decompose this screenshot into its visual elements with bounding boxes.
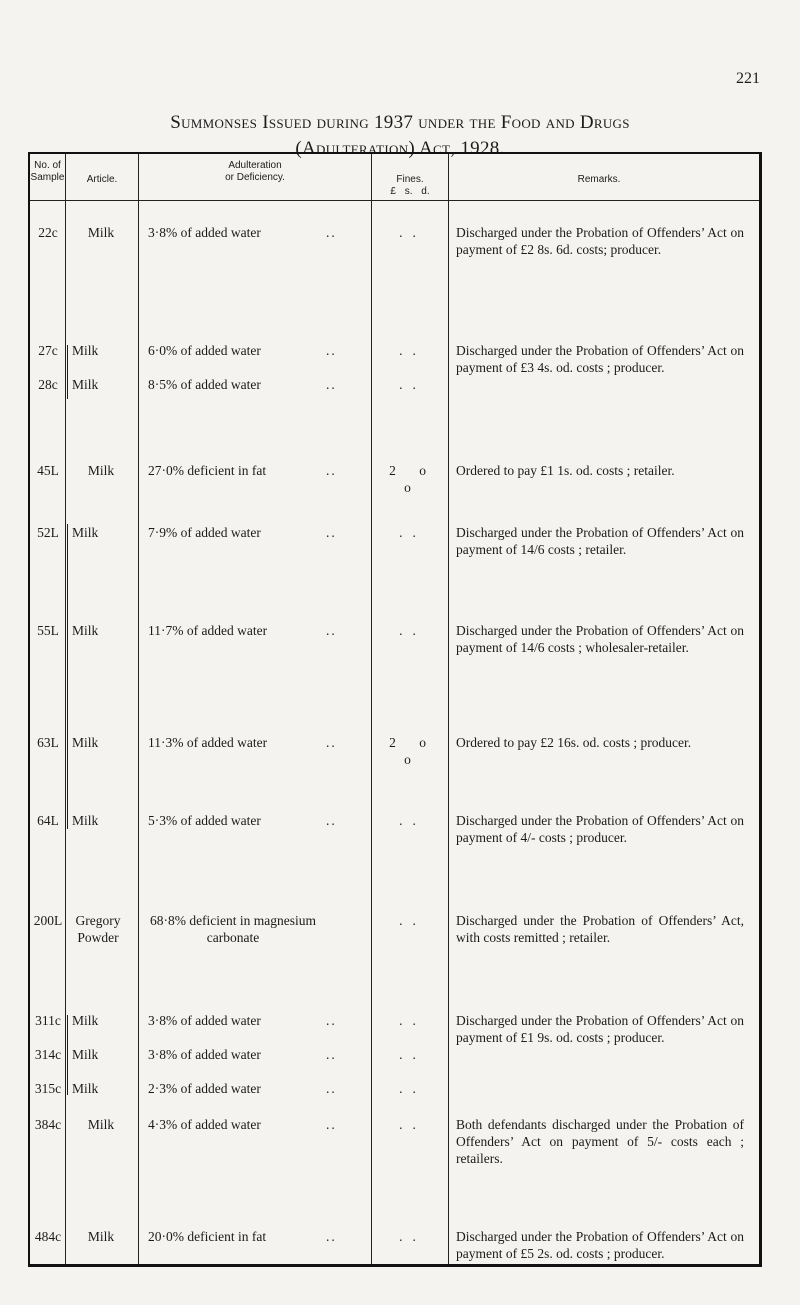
sample-no: 45L xyxy=(37,463,59,478)
leader-dots: .. xyxy=(326,377,337,392)
column-divider xyxy=(448,154,449,1264)
adulteration: 68·8% deficient in magnesium carbonate xyxy=(149,913,317,945)
article: Milk xyxy=(72,525,99,540)
remarks: Discharged under the Probation of Offenders’ Act, with costs remitted ; retailer. xyxy=(456,913,744,945)
summonses-table xyxy=(28,152,762,1267)
header-remarks: Remarks. xyxy=(577,174,621,185)
remarks: Ordered to pay £1 1s. od. costs ; retailer. xyxy=(456,463,675,478)
article: Milk xyxy=(72,1047,99,1062)
sample-no: 200L xyxy=(33,913,63,928)
leader-dots: .. xyxy=(326,1047,337,1062)
remarks: Ordered to pay £2 16s. od. costs ; producer. xyxy=(456,735,692,750)
remarks: Discharged under the Probation of Offenders’ Act on payment of 14/6 costs ; wholesaler-retailer. xyxy=(456,623,744,655)
fines: .. xyxy=(399,623,426,638)
adulteration: 3·8% of added water xyxy=(148,1047,261,1062)
header-adulteration-line1: Adulteration xyxy=(228,160,282,171)
remarks: Discharged under the Probation of Offenders’ Act on payment of £3 4s. od. costs ; producer. xyxy=(456,343,744,375)
column-divider xyxy=(65,154,66,1264)
article: Milk xyxy=(87,225,115,240)
fines: .. xyxy=(399,1013,426,1028)
remarks: Discharged under the Probation of Offenders’ Act on payment of 14/6 costs ; retailer. xyxy=(456,525,744,557)
sample-no: 22c xyxy=(38,225,58,240)
article: Milk xyxy=(72,623,99,638)
header-fines xyxy=(372,174,448,198)
adulteration: 6·0% of added water xyxy=(148,343,261,358)
remarks: Discharged under the Probation of Offenders’ Act on payment of 4/- costs ; producer. xyxy=(456,813,744,845)
header-adulteration xyxy=(139,160,371,184)
sample-no: 63L xyxy=(37,735,59,750)
fines: .. xyxy=(399,343,426,358)
sample-no: 27c xyxy=(38,343,58,358)
sample-no: 55L xyxy=(37,623,59,638)
leader-dots: .. xyxy=(326,525,337,540)
adulteration: 7·9% of added water xyxy=(148,525,261,540)
adulteration: 5·3% of added water xyxy=(148,813,261,828)
column-divider xyxy=(371,154,372,1264)
leader-dots: .. xyxy=(326,1081,337,1096)
column-divider xyxy=(138,154,139,1264)
adulteration: 20·0% deficient in fat xyxy=(148,1229,267,1244)
leader-dots: .. xyxy=(326,343,337,358)
sample-no: 52L xyxy=(37,525,59,540)
leader-dots: .. xyxy=(326,813,337,828)
header-fines-units: £ s. d. xyxy=(390,186,430,197)
title-line-1: Summonses Issued during 1937 under the Food and Drugs xyxy=(170,112,630,133)
leader-dots: .. xyxy=(326,463,337,478)
remarks: Discharged under the Probation of Offenders’ Act on payment of £1 9s. od. costs ; producer. xyxy=(456,1013,744,1045)
fines: 2 o o xyxy=(389,463,436,495)
adulteration: 3·8% of added water xyxy=(148,1013,261,1028)
leader-dots: .. xyxy=(326,1117,337,1132)
adulteration: 11·3% of added water xyxy=(148,735,268,750)
adulteration: 11·7% of added water xyxy=(148,623,268,638)
article: Milk xyxy=(72,343,99,358)
article: Milk xyxy=(72,1081,99,1096)
header-sample-no-line1: No. of xyxy=(34,160,61,171)
header-fines-label: Fines. xyxy=(396,174,424,185)
sample-no: 314c xyxy=(34,1047,62,1062)
header-sample-no xyxy=(30,160,65,184)
leader-dots: .. xyxy=(326,1013,337,1028)
adulteration: 27·0% deficient in fat xyxy=(148,463,267,478)
sample-no: 384c xyxy=(34,1117,62,1132)
leader-dots: .. xyxy=(326,1229,337,1244)
fines: 2 o o xyxy=(389,735,436,767)
article: Milk xyxy=(72,735,99,750)
leader-dots: .. xyxy=(326,225,337,240)
article: Milk xyxy=(87,463,115,478)
article: Gregory Powder xyxy=(75,913,121,945)
remarks: Discharged under the Probation of Offenders’ Act on payment of £5 2s. od. costs ; producer. xyxy=(456,1229,744,1261)
page-number: 221 xyxy=(736,70,760,87)
article: Milk xyxy=(72,377,99,392)
sample-no: 28c xyxy=(38,377,58,392)
fines: .. xyxy=(399,1081,426,1096)
adulteration: 8·5% of added water xyxy=(148,377,261,392)
grouping-brace xyxy=(67,524,68,829)
table-header xyxy=(30,154,759,200)
article: Milk xyxy=(87,1229,115,1244)
remarks: Discharged under the Probation of Offenders’ Act on payment of £2 8s. 6d. costs; producer. xyxy=(456,225,744,257)
sample-no: 64L xyxy=(37,813,59,828)
header-article: Article. xyxy=(86,174,118,185)
article: Milk xyxy=(87,1117,115,1132)
fines: .. xyxy=(399,225,426,240)
header-adulteration-line2: or Deficiency. xyxy=(225,172,285,183)
sample-no: 315c xyxy=(34,1081,62,1096)
article: Milk xyxy=(72,813,99,828)
header-sample-no-line2: Sample xyxy=(30,172,65,183)
sample-no: 484c xyxy=(34,1229,62,1244)
leader-dots: .. xyxy=(326,735,337,750)
remarks: Both defendants discharged under the Probation of Offenders’ Act on payment of 5/- costs each ; retailers. xyxy=(456,1117,744,1166)
article: Milk xyxy=(72,1013,99,1028)
header-rule xyxy=(30,200,759,201)
title-line-2: (Adulteration) Act, 1928. xyxy=(295,138,505,159)
grouping-brace xyxy=(67,1015,68,1095)
sample-no: 311c xyxy=(35,1013,61,1028)
fines: .. xyxy=(399,525,426,540)
fines: .. xyxy=(399,377,426,392)
adulteration: 3·8% of added water xyxy=(148,225,261,240)
adulteration: 2·3% of added water xyxy=(148,1081,261,1096)
leader-dots: .. xyxy=(326,623,337,638)
adulteration: 4·3% of added water xyxy=(148,1117,261,1132)
grouping-brace xyxy=(67,345,68,399)
fines: .. xyxy=(399,1117,426,1132)
fines: .. xyxy=(399,913,426,928)
fines: .. xyxy=(399,1229,426,1244)
fines: .. xyxy=(399,1047,426,1062)
fines: .. xyxy=(399,813,426,828)
